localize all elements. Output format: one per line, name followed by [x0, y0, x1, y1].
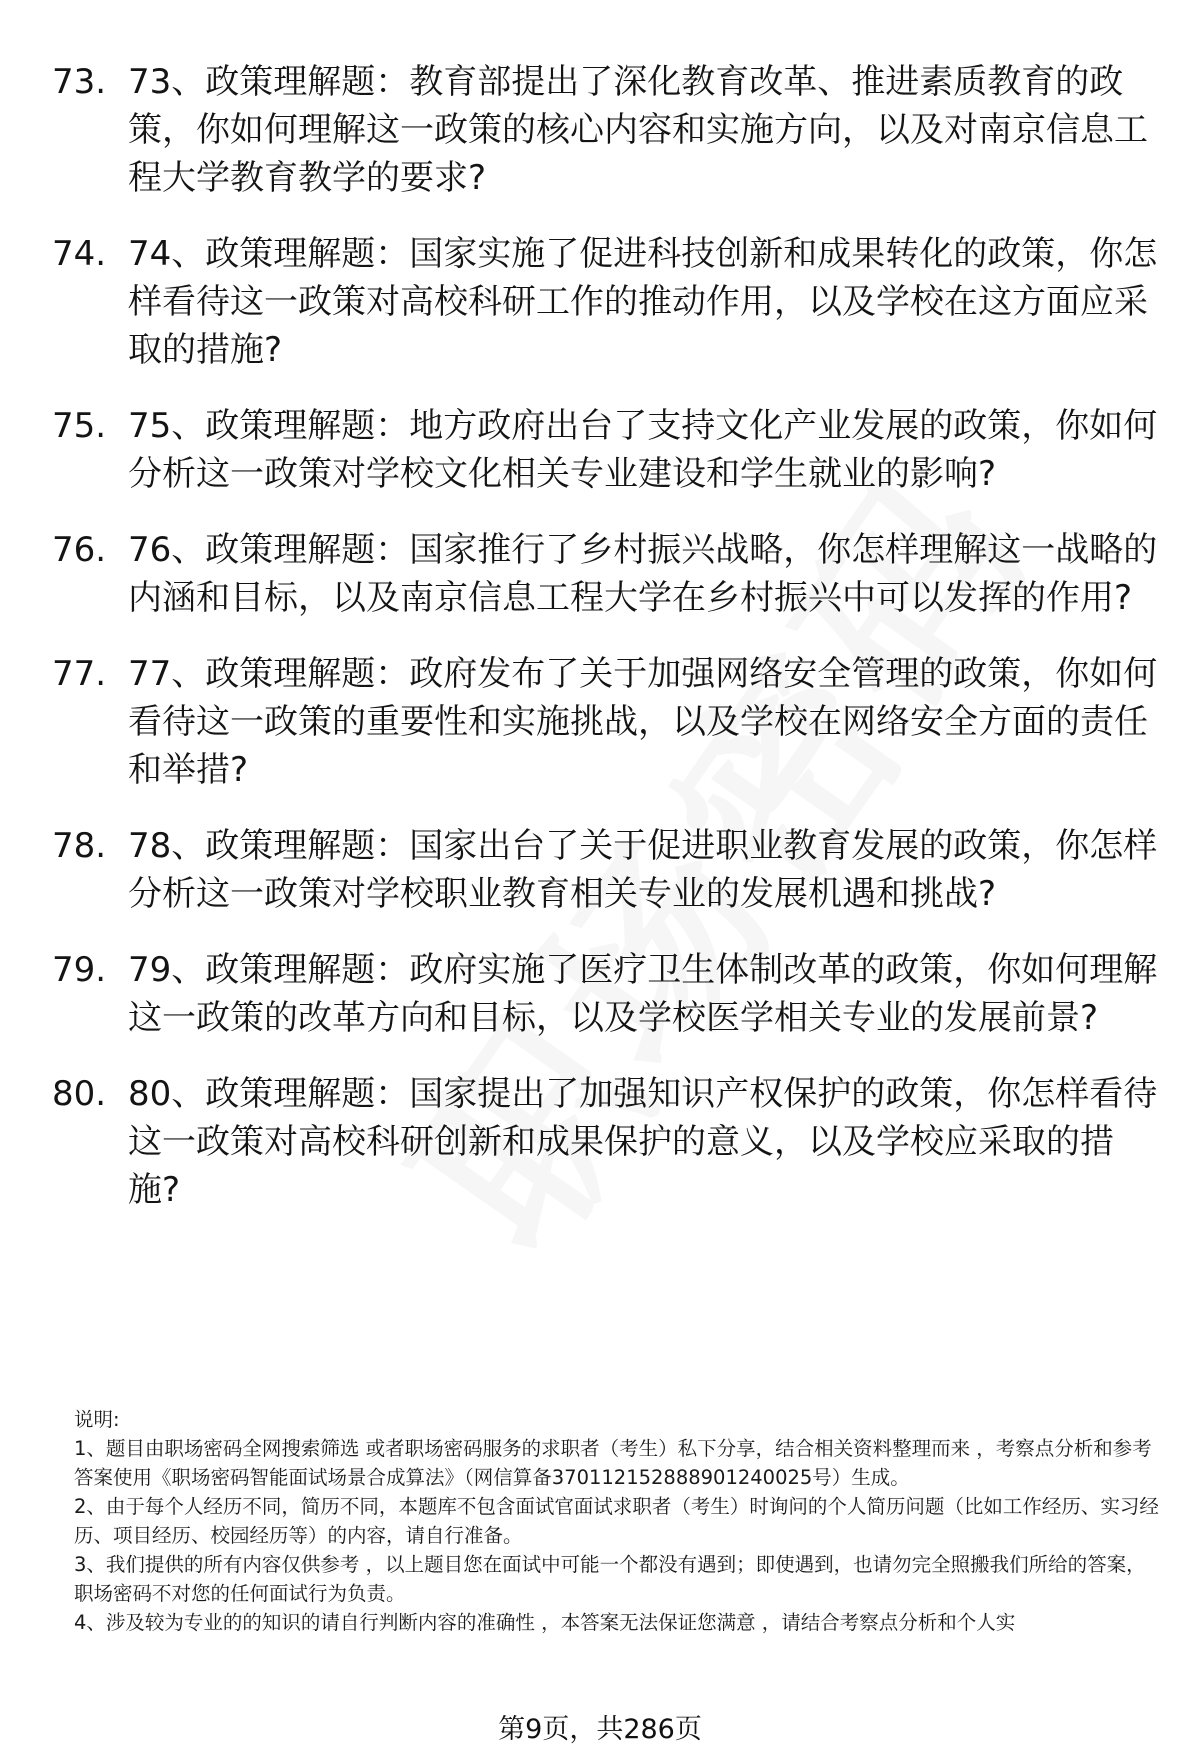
notes-section [74, 1405, 1159, 1637]
question-item [52, 946, 1162, 1042]
question-item [52, 650, 1162, 794]
question-text: 73、政策理解题：教育部提出了深化教育改革、推进素质教育的政策，你如何理解这一政策的核心内容和实施方向，以及对南京信息工程大学教育教学的要求? [128, 62, 1148, 198]
note-item: 4、涉及较为专业的的知识的请自行判断内容的准确性 ，本答案无法保证您满意 ，请结合考察点分析和个人实 [74, 1611, 1016, 1634]
notes-heading: 说明: [74, 1408, 120, 1431]
question-number: 80. [52, 1074, 107, 1114]
question-number: 79. [52, 950, 107, 990]
question-text: 75、政策理解题：地方政府出台了支持文化产业发展的政策，你如何分析这一政策对学校文化相关专业建设和学生就业的影响? [128, 406, 1158, 494]
question-item [52, 1070, 1162, 1214]
question-number: 73. [52, 62, 107, 102]
question-text: 79、政策理解题：政府实施了医疗卫生体制改革的政策，你如何理解这一政策的改革方向和目标，以及学校医学相关专业的发展前景? [128, 950, 1158, 1038]
question-number: 78. [52, 826, 107, 866]
question-item [52, 526, 1162, 622]
question-item [52, 402, 1162, 498]
question-text: 78、政策理解题：国家出台了关于促进职业教育发展的政策，你怎样分析这一政策对学校职业教育相关专业的发展机遇和挑战? [128, 826, 1158, 914]
question-number: 75. [52, 406, 107, 446]
question-number: 77. [52, 654, 107, 694]
question-item [52, 230, 1162, 374]
question-text: 76、政策理解题：国家推行了乡村振兴战略，你怎样理解这一战略的内涵和目标，以及南京信息工程大学在乡村振兴中可以发挥的作用? [128, 530, 1158, 618]
question-text: 77、政策理解题：政府发布了关于加强网络安全管理的政策，你如何看待这一政策的重要性和实施挑战，以及学校在网络安全方面的责任和举措? [128, 654, 1158, 790]
question-item [52, 822, 1162, 918]
note-item: 1、题目由职场密码全网搜索筛选 或者职场密码服务的求职者（考生）私下分享，结合相关资料整理而来 ，考察点分析和参考答案使用《职场密码智能面试场景合成算法》（网信算备370112152888901240025号）生成。 [74, 1437, 1152, 1489]
question-number: 74. [52, 234, 107, 274]
question-text: 74、政策理解题：国家实施了促进科技创新和成果转化的政策，你怎样看待这一政策对高校科研工作的推动作用，以及学校在这方面应采取的措施? [128, 234, 1158, 370]
question-item [52, 58, 1162, 202]
question-text: 80、政策理解题：国家提出了加强知识产权保护的政策，你怎样看待这一政策对高校科研创新和成果保护的意义，以及学校应采取的措施? [128, 1074, 1158, 1210]
page-number-label: 第9页，共286页 [498, 1714, 702, 1745]
note-item: 3、我们提供的所有内容仅供参考 ，以上题目您在面试中可能一个都没有遇到；即使遇到，也请勿完全照搬我们所给的答案，职场密码不对您的任何面试行为负责。 [74, 1553, 1146, 1605]
page-footer [0, 1712, 1200, 1748]
question-list [52, 58, 1162, 1242]
question-number: 76. [52, 530, 107, 570]
note-item: 2、由于每个人经历不同，简历不同，本题库不包含面试官面试求职者（考生）时询问的个人简历问题（比如工作经历、实习经历、项目经历、校园经历等）的内容，请自行准备。 [74, 1495, 1159, 1547]
